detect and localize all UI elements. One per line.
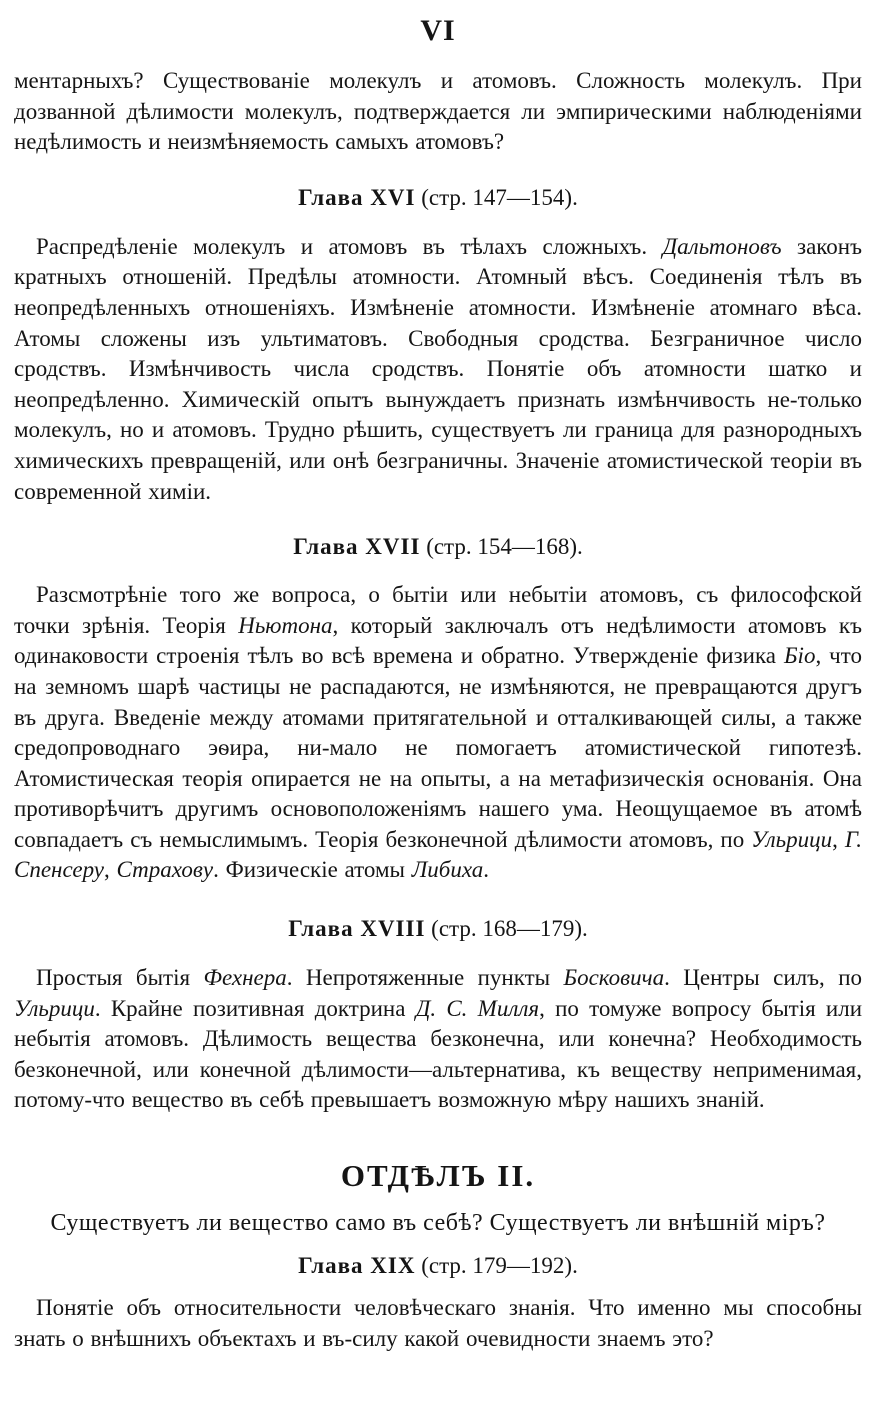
chapter-18-title: Глава XVIII <box>288 916 426 942</box>
chapter-16-title: Глава XVI <box>298 184 416 210</box>
chapter-19-summary: Понятіе объ относительности человѣческаго знанія. Что именно мы способны знать о внѣшнихъ объектахъ и въ-силу какой очевидности знаемъ это? <box>14 1295 862 1351</box>
chapter-17-summary <box>14 580 862 886</box>
chapter-17-text-6: . Физическіе атомы <box>213 857 412 883</box>
chapter-18-heading <box>14 916 862 942</box>
chapter-16-summary <box>14 232 862 507</box>
section-2-subtitle: Существуетъ ли вещество само въ себѣ? Существуетъ ли внѣшній міръ? <box>50 1210 826 1237</box>
chapter-19-title: Глава XIX <box>298 1253 416 1279</box>
chapter-18-text-5: , по томуже вопросу бытія или небытія атомовъ. Дѣлимость вещества безконечна, или конечна? Необходимость безконечной, или конечной дѣлимости—альтернатива, къ веществу неприменимая, потому-что вещество въ себѣ превышаетъ возможную мѣру нашихъ знаній. <box>14 995 863 1113</box>
chapter-18-text-4: . Крайне позитивная доктрина <box>94 995 416 1021</box>
chapter-17-italic-2: Біо <box>783 643 816 669</box>
chapter-17-text-3: , что на земномъ шарѣ частицы не распадаются, не измѣняются, не превращаются другъ въ друга. Введеніе между атомами притягательной и отталкивающей силы, а также средопроводнаго эѳира, ни-мало не помогаетъ атомистической гипотезѣ. Атомистическая теорія опирается не на опыты, а на метафизическія основанія. Она противорѣчитъ другимъ основоположеніямъ нашего ума. Неощущаемое въ атомѣ совпадаетъ съ немыслимымъ. Теорія безконечной дѣлимости атомовъ, по <box>14 643 862 852</box>
chapter-17-text-7: . <box>483 857 490 883</box>
chapter-16-text-1: Распредѣленіе молекулъ и атомовъ въ тѣлахъ сложныхъ. <box>36 233 663 259</box>
chapter-17-italic-5: Страхову <box>116 857 214 883</box>
section-2-title: ОТДѢЛЪ II. <box>340 1158 536 1194</box>
chapter-17-italic-1: Ньютона <box>238 612 333 638</box>
chapter-17-pages: (стр. 154—168). <box>426 534 583 560</box>
intro-paragraph: ментарныхъ? Существованіе молекулъ и атомовъ. Сложность молекулъ. При дозванной дѣлимости молекулъ, подтверждается ли эмпирическими наблюденіями недѣлимость и неизмѣняемость самыхъ атомовъ? <box>14 68 862 155</box>
chapter-18-text-2: . Непротяженные пункты <box>286 965 564 991</box>
page-number: VI <box>420 14 456 47</box>
chapter-18-text-1: Простыя бытія <box>36 965 204 991</box>
chapter-18-summary <box>14 963 862 1116</box>
chapter-16-pages: (стр. 147—154). <box>421 184 578 210</box>
chapter-17-text-5: , <box>103 857 117 883</box>
chapter-16-italic-1: Дальтоновъ <box>662 233 782 259</box>
chapter-17-text-1: Разсмотрѣніе того же вопроса, о бытіи или небытіи атомовъ, съ философской точки зрѣнія. Теорія <box>14 582 862 638</box>
chapter-17-italic-3: Ульрици <box>751 826 833 852</box>
chapter-17-italic-6: Либиха <box>411 857 484 883</box>
chapter-17-title: Глава XVII <box>293 534 421 560</box>
chapter-18-text-3: . Центры силъ, по <box>664 965 863 991</box>
chapter-19-heading <box>14 1253 862 1279</box>
chapter-17-text-2: , который заключалъ отъ недѣлимости атомовъ къ одинаковости строенія тѣлъ во всѣ времена и обратно. Утвержденіе физика <box>14 612 862 669</box>
chapter-18-italic-4: Д. С. Милля <box>415 995 540 1021</box>
chapter-18-italic-1: Фехнера <box>203 965 287 991</box>
chapter-16-text-2: законъ кратныхъ отношеній. Предѣлы атомности. Атомный вѣсъ. Соединенія тѣлъ въ неопредѣленныхъ отношеніяхъ. Измѣненіе атомности. Измѣненіе атомнаго вѣса. Атомы сложены изъ ультиматовъ. Свободныя сродства. Безграничное число сродствъ. Измѣнчивость числа сродствъ. Понятіе объ атомности шатко и неопредѣленно. Химическій опытъ вынуждаетъ признать измѣнчивость не-только молекулъ, но и атомовъ. Трудно рѣшить, существуетъ ли граница для разнородныхъ химическихъ превращеній, или онѣ безграничны. Значеніе атомистической теоріи въ современной химіи. <box>14 233 862 504</box>
chapter-16-heading <box>14 185 862 211</box>
chapter-17-text-4: , <box>832 826 845 852</box>
chapter-17-italic-4: Г. Спенсеру <box>14 826 863 883</box>
chapter-17-heading <box>14 534 862 560</box>
chapter-18-italic-3: Ульрици <box>14 995 95 1021</box>
chapter-18-pages: (стр. 168—179). <box>431 916 588 942</box>
chapter-18-italic-2: Босковича <box>563 965 665 991</box>
chapter-19-pages: (стр. 179—192). <box>421 1253 578 1279</box>
